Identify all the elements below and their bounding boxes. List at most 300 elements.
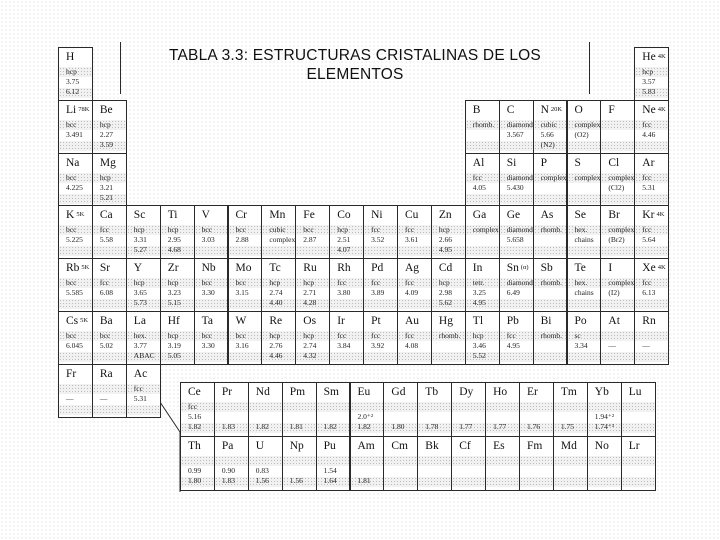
element-symbol-text: Pb (506, 315, 519, 327)
element-symbol-text: W (235, 315, 247, 327)
element-symbol-text: Ru (303, 262, 317, 275)
element-cell-in (465, 258, 500, 312)
element-temperature-note: 5K (81, 264, 90, 272)
element-cell-o (567, 100, 602, 154)
element-cell-ni (363, 205, 398, 259)
element-symbol-text: Ce (188, 386, 201, 398)
element-cell-c (499, 100, 534, 154)
element-structure: complex (608, 278, 635, 288)
element-symbol-text: Cf (459, 440, 471, 452)
element-symbol-text: Rb (66, 262, 80, 275)
shaded-band (601, 194, 634, 204)
element-cell-md (553, 436, 588, 491)
element-symbol (337, 315, 345, 327)
element-symbol-text: Gd (391, 386, 406, 398)
element-symbol (168, 209, 178, 221)
element-lattice-a: 2.66 (438, 235, 453, 245)
element-structure: fcc (337, 331, 347, 340)
element-cell-nb (194, 258, 229, 312)
element-lattice-c: 1.82 (188, 422, 202, 431)
element-cell-pd (363, 258, 398, 312)
element-structure: fcc (642, 119, 652, 129)
element-symbol-text: Er (527, 386, 538, 398)
element-cell-re (261, 311, 296, 365)
element-symbol-text: No (594, 440, 609, 452)
element-symbol (269, 315, 282, 327)
element-symbol (575, 315, 587, 327)
element-symbol-text: Cm (391, 440, 409, 452)
shaded-band (229, 352, 262, 362)
element-lattice-a: — (66, 393, 74, 403)
shaded-band (59, 384, 92, 394)
element-structure: bcc (66, 331, 77, 340)
element-symbol-text: Ca (99, 209, 113, 222)
element-structure: hcp (167, 278, 179, 288)
element-symbol-text: S (574, 156, 581, 169)
element-lattice-a: chains (574, 235, 594, 245)
element-structure: bcc (99, 331, 111, 340)
shaded-band (364, 278, 397, 288)
element-symbol (202, 315, 213, 327)
element-symbol (100, 104, 113, 116)
element-cell-br (600, 205, 635, 259)
shaded-band (398, 331, 431, 341)
element-cell-es (485, 436, 520, 491)
element-cell-h (58, 47, 93, 101)
element-symbol (324, 386, 339, 398)
element-cell-ba (92, 311, 127, 365)
element-cell-kr (634, 205, 669, 259)
shaded-band (466, 173, 499, 183)
element-cell-cd (431, 258, 466, 312)
element-structure: bcc (201, 331, 213, 340)
element-symbol-text: Nd (255, 386, 270, 398)
element-symbol (608, 104, 614, 116)
element-structure: hcp (303, 331, 315, 340)
element-lattice-a: 1.54 (323, 466, 337, 475)
element-structure: rhomb. (438, 331, 461, 340)
shaded-band (181, 456, 214, 466)
element-structure: complex (574, 172, 601, 182)
shaded-band (466, 141, 499, 151)
element-lattice-a: 2.27 (99, 129, 114, 139)
element-lattice-c: 1.80 (391, 422, 405, 431)
element-symbol-text: Cu (405, 209, 419, 222)
shaded-band (601, 141, 634, 151)
shaded-band (500, 246, 533, 256)
element-symbol (100, 262, 110, 274)
element-cell-ag (397, 258, 432, 312)
element-lattice-a: 3.34 (574, 341, 588, 350)
element-structure: hcp (303, 278, 315, 288)
element-symbol (459, 386, 473, 398)
element-structure: bcc (235, 225, 246, 235)
shaded-band (215, 402, 248, 412)
element-lattice-a: chains (574, 288, 594, 298)
element-cell-lu (621, 382, 656, 437)
shaded-band (283, 402, 316, 412)
element-structure: diamond (506, 172, 533, 182)
element-cell-ca (92, 205, 127, 259)
element-cell-cs (58, 311, 93, 365)
element-symbol (337, 262, 350, 274)
element-symbol (608, 157, 619, 169)
element-symbol-text: Sn (506, 262, 519, 275)
element-symbol-text: P (540, 156, 547, 169)
element-symbol-text: Na (66, 156, 80, 169)
element-cell-v (194, 205, 229, 259)
shaded-band (330, 278, 363, 288)
element-symbol-text: V (201, 209, 210, 222)
element-symbol (608, 209, 620, 221)
element-lattice-c: 5.21 (99, 192, 114, 202)
element-cell-ce (180, 382, 215, 437)
element-symbol-text: Ac (133, 367, 148, 380)
element-symbol-text: Tm (560, 386, 577, 398)
element-symbol (134, 368, 147, 380)
element-symbol (66, 368, 76, 380)
element-lattice-a: 3.567 (506, 129, 524, 139)
element-lattice-a: 3.46 (472, 341, 486, 350)
element-symbol-text: N (540, 103, 549, 116)
shaded-band (554, 456, 587, 466)
element-symbol-text: Ho (493, 386, 508, 398)
element-structure: hcp (642, 67, 654, 76)
shaded-band (317, 402, 350, 412)
element-symbol-text: C (506, 103, 515, 116)
element-symbol-text: Lu (628, 386, 642, 398)
element-cell-zr (160, 258, 195, 312)
element-lattice-a: — (608, 341, 616, 350)
element-structure: fcc (506, 331, 516, 340)
element-symbol (66, 262, 89, 274)
element-lattice-c: 1.74⁺³ (594, 422, 615, 431)
element-symbol-text: Pr (221, 386, 233, 398)
element-symbol (66, 209, 84, 221)
element-symbol-text: Fr (66, 367, 77, 380)
element-cell-er (519, 382, 554, 437)
element-symbol-text: Y (133, 262, 143, 275)
element-lattice-c: 5.27 (133, 245, 147, 255)
shaded-band (534, 194, 567, 204)
element-structure: fcc (337, 278, 347, 288)
element-lattice-c: 1.83 (221, 476, 236, 485)
shaded-band (500, 299, 533, 309)
shaded-band (181, 402, 214, 412)
element-cell-ar (634, 153, 669, 207)
element-symbol-text: Kr (642, 209, 655, 222)
element-symbol (642, 315, 655, 327)
element-symbol-text: Al (472, 156, 485, 169)
element-cell-mg (92, 153, 127, 207)
element-symbol-text: Au (405, 315, 420, 327)
element-lattice-a: 5.225 (66, 235, 83, 245)
element-structure: bcc (201, 278, 213, 288)
shaded-band (93, 225, 126, 235)
element-lattice-c: 1.80 (188, 476, 202, 485)
element-cell-tb (417, 382, 452, 437)
shaded-band (398, 246, 431, 256)
element-cell-rn (634, 311, 669, 365)
element-symbol-text: As (540, 209, 554, 222)
element-structure: bcc (66, 278, 77, 288)
element-structure: hcp (99, 172, 111, 182)
element-lattice-a: 5.64 (642, 235, 656, 245)
element-symbol-text: Pa (221, 440, 234, 452)
shaded-band (59, 194, 92, 204)
element-symbol (391, 386, 405, 398)
shaded-band (262, 246, 295, 256)
element-cell-co (329, 205, 364, 259)
element-symbol (269, 209, 285, 221)
element-cell-p (533, 153, 568, 207)
element-symbol (303, 209, 315, 221)
element-structure: hex. (133, 331, 147, 340)
element-symbol (575, 209, 587, 221)
element-symbol-text: Ni (371, 209, 383, 222)
element-cell-si (499, 153, 534, 207)
element-symbol (493, 440, 505, 452)
shaded-band (520, 456, 553, 466)
element-symbol-text: Cr (235, 209, 247, 222)
element-lattice-c: 1.56 (255, 476, 269, 485)
element-cell-pa (214, 436, 249, 491)
element-lattice-a: 2.74 (303, 341, 317, 350)
element-symbol-text: Np (289, 440, 304, 452)
element-lattice-c: 5.62 (438, 298, 453, 308)
shaded-band (432, 352, 465, 362)
element-symbol-text: Ge (506, 209, 521, 222)
shaded-band (93, 299, 126, 309)
element-symbol (575, 104, 583, 116)
element-structure: rhomb. (540, 331, 563, 340)
element-symbol-text: F (608, 103, 615, 116)
element-symbol (473, 315, 483, 327)
element-lattice-a: 3.75 (66, 77, 80, 86)
element-structure: hex. (574, 225, 588, 235)
element-cell-dy (451, 382, 486, 437)
element-structure: fcc (371, 225, 381, 235)
shaded-band (568, 194, 601, 204)
element-lattice-a: 3.23 (167, 288, 181, 298)
element-structure: fcc (405, 225, 415, 235)
element-symbol (541, 104, 563, 116)
shaded-band (249, 402, 282, 412)
shaded-band (635, 225, 668, 235)
shaded-band (486, 477, 519, 487)
element-lattice-a: 5.585 (66, 288, 83, 298)
element-structure: fcc (472, 172, 482, 182)
element-symbol (100, 315, 113, 327)
element-structure: complex (608, 172, 635, 182)
element-symbol (371, 315, 381, 327)
element-symbol (256, 440, 264, 452)
shaded-band (364, 352, 397, 362)
shaded-band (568, 141, 601, 151)
shaded-band (229, 299, 262, 309)
shaded-band (364, 331, 397, 341)
element-lattice-a: 5.58 (99, 235, 114, 245)
element-structure: fcc (371, 331, 381, 340)
shaded-band (317, 456, 350, 466)
shaded-band (93, 278, 126, 288)
element-cell-lr (621, 436, 656, 491)
element-lattice-c: 1.56 (289, 476, 303, 485)
element-symbol (168, 315, 180, 327)
shaded-band (229, 246, 262, 256)
element-lattice-a: 3.15 (235, 288, 249, 298)
element-symbol-text: Th (188, 440, 201, 452)
element-lattice-a: 3.77 (133, 341, 147, 350)
element-symbol-text: Te (574, 262, 586, 275)
element-symbol-text: Eu (357, 386, 371, 398)
element-structure: fcc (405, 278, 415, 288)
element-cell-pr (214, 382, 249, 437)
shaded-band (520, 477, 553, 487)
element-symbol (575, 157, 581, 169)
element-structure: sc (574, 331, 581, 340)
shaded-band (452, 477, 485, 487)
element-symbol-text: I (608, 262, 613, 275)
element-structure: bcc (66, 119, 77, 129)
element-lattice-a: 3.52 (371, 235, 385, 245)
element-symbol (134, 209, 146, 221)
element-cell-at (600, 311, 635, 365)
element-lattice-a: 5.31 (642, 182, 656, 192)
shaded-band (534, 246, 567, 256)
element-symbol-text: Br (608, 209, 620, 222)
element-lattice-a: 3.80 (337, 288, 351, 298)
element-symbol-text: At (608, 315, 620, 327)
element-lattice-a: — (99, 393, 108, 403)
element-lattice-a: 2.95 (167, 235, 181, 245)
element-symbol (642, 209, 664, 221)
element-symbol (642, 51, 665, 63)
element-symbol-text: U (255, 440, 265, 452)
element-lattice-a: 6.13 (642, 288, 656, 298)
element-lattice-a: 3.92 (371, 341, 385, 350)
element-symbol (358, 386, 371, 398)
shaded-band (418, 456, 451, 466)
element-symbol (608, 262, 612, 274)
element-symbol (473, 262, 483, 274)
element-structure: hcp (472, 331, 484, 340)
element-symbol (236, 209, 248, 221)
element-symbol-text: Cl (608, 156, 620, 169)
element-cell-hg (431, 311, 466, 365)
shaded-band (384, 477, 417, 487)
element-cell-na (58, 153, 93, 207)
element-lattice-a: 0.90 (221, 466, 236, 475)
shaded-band (93, 405, 126, 415)
element-symbol (188, 386, 201, 398)
shaded-band (330, 331, 363, 341)
element-symbol (595, 386, 609, 398)
element-symbol-text: Ga (472, 209, 487, 222)
element-symbol-text: K (66, 209, 75, 222)
element-symbol-text: O (574, 103, 583, 116)
element-symbol (561, 386, 577, 398)
element-lattice-a: 3.65 (133, 288, 147, 298)
element-symbol (134, 262, 142, 274)
element-symbol-text: Tb (425, 386, 439, 398)
element-symbol-text: Pu (323, 440, 336, 452)
element-symbol (541, 315, 552, 327)
element-cell-i (600, 258, 635, 312)
element-symbol (100, 209, 113, 221)
shaded-band (622, 477, 655, 487)
element-lattice-a: 5.66 (540, 129, 554, 139)
element-lattice-a: (I2) (608, 288, 620, 298)
element-structure: hcp (66, 67, 77, 76)
shaded-band (398, 278, 431, 288)
element-lattice-c: 4.46 (269, 351, 283, 360)
element-cell-pb (499, 311, 534, 365)
shaded-band (296, 246, 329, 256)
element-lattice-a: 6.49 (506, 288, 520, 298)
element-cell-ge (499, 205, 534, 259)
element-symbol (541, 262, 553, 274)
element-cell-s (567, 153, 602, 207)
element-cell-al (465, 153, 500, 207)
element-symbol-text: Dy (459, 386, 474, 398)
element-symbol (405, 315, 419, 327)
shaded-band (215, 456, 248, 466)
element-cell-n (533, 100, 568, 154)
element-symbol-text: Bi (540, 315, 552, 327)
element-symbol (642, 104, 665, 116)
element-symbol (473, 104, 481, 116)
element-structure: complex (574, 119, 601, 129)
element-lattice-c: 4.68 (167, 245, 181, 255)
shaded-band (568, 331, 601, 341)
element-lattice-a: 5.31 (133, 393, 147, 403)
element-cell-bi (533, 311, 568, 365)
element-cell-fm (519, 436, 554, 491)
element-symbol-text: He (642, 51, 656, 63)
element-symbol (493, 386, 507, 398)
element-symbol (561, 440, 577, 452)
element-lattice-c: 4.95 (472, 298, 486, 308)
element-lattice-c: 4.07 (337, 245, 351, 255)
element-structure: fcc (642, 172, 652, 182)
element-cell-ho (485, 382, 520, 437)
element-structure: cubic (540, 119, 557, 129)
shaded-band (398, 225, 431, 235)
element-cell-u (248, 436, 283, 491)
element-symbol (642, 157, 654, 169)
element-symbol-text: Bk (425, 440, 439, 452)
element-structure: diamond (506, 119, 533, 129)
shaded-band (601, 352, 634, 362)
element-symbol-text: Co (337, 209, 351, 222)
element-cell-w (228, 311, 263, 365)
element-lattice-a: 0.83 (255, 466, 269, 475)
shaded-band (283, 456, 316, 466)
shaded-band (635, 352, 668, 362)
shaded-band (554, 477, 587, 487)
element-lattice-c: 6.12 (66, 87, 80, 96)
element-symbol-text: Ra (99, 367, 113, 380)
element-lattice-c: 1.82 (255, 422, 269, 431)
element-symbol (303, 262, 316, 274)
element-structure: rhomb. (472, 119, 495, 129)
element-cell-ir (329, 311, 364, 365)
element-symbol (269, 262, 280, 274)
element-structure: hcp (133, 225, 145, 235)
element-structure: fcc (371, 278, 381, 288)
element-symbol (290, 440, 304, 452)
